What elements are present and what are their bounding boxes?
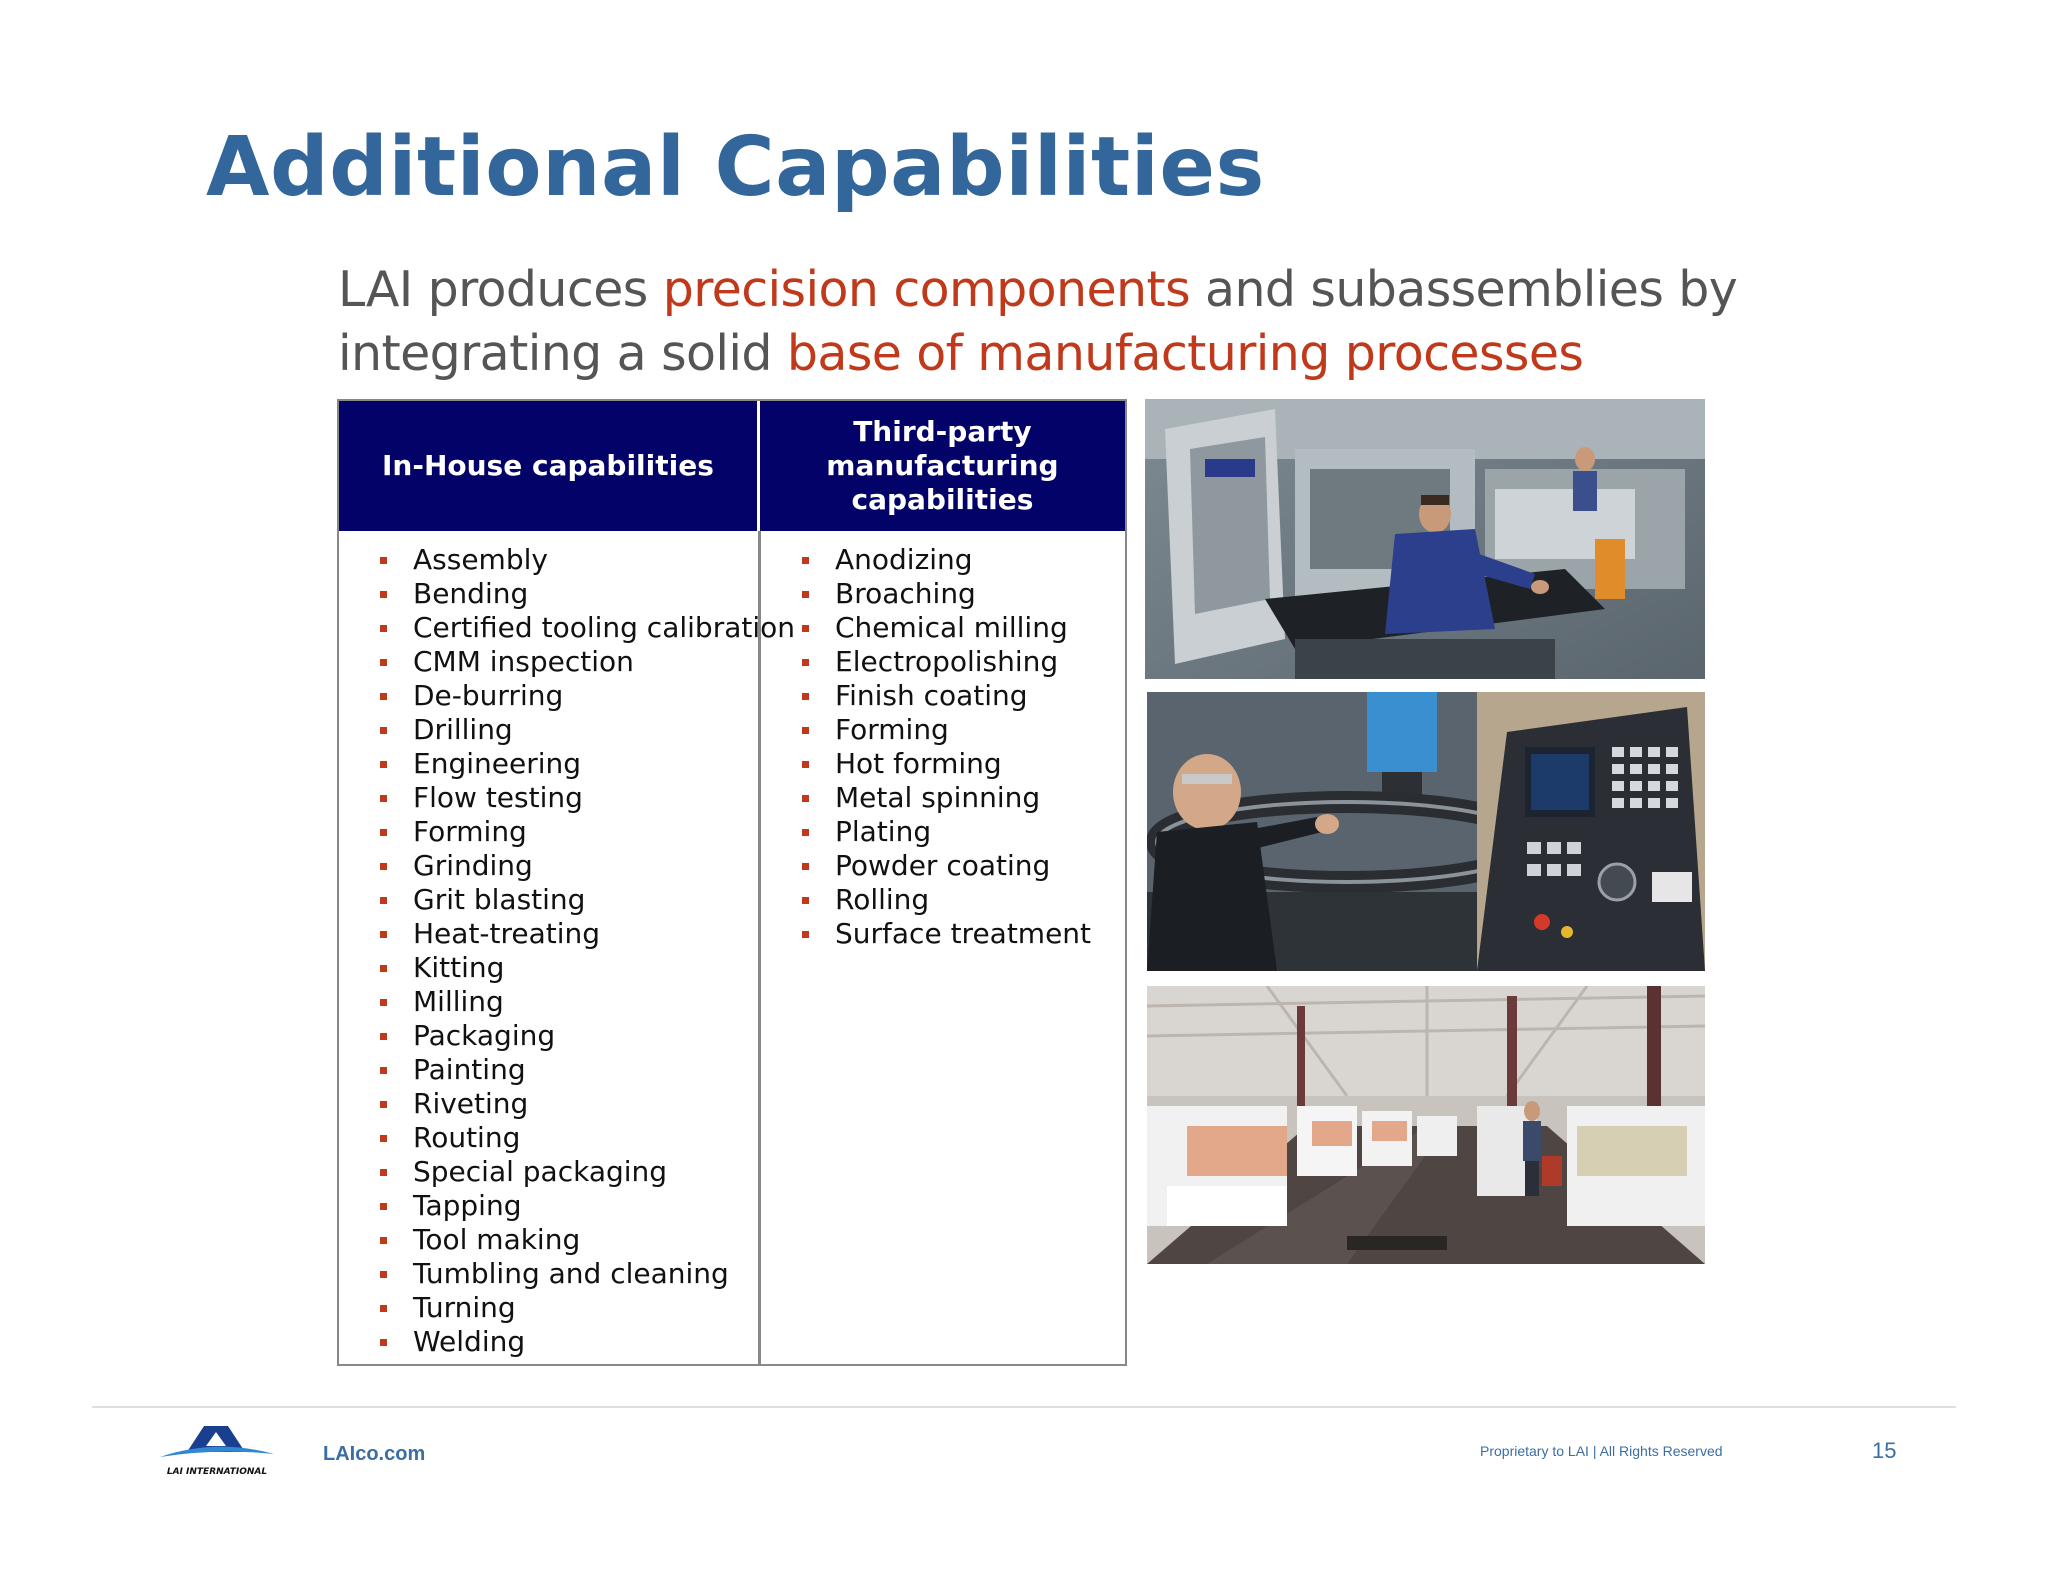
list-item: Hot forming <box>781 747 1125 781</box>
lai-logo <box>156 1424 278 1480</box>
photo-machinist-cnc <box>1145 399 1705 679</box>
footer-proprietary: Proprietary to LAI | All Rights Reserved <box>1480 1443 1723 1459</box>
list-item: Chemical milling <box>781 611 1125 645</box>
in-house-list <box>359 543 795 1359</box>
list-item: Routing <box>359 1121 758 1155</box>
list-item: Milling <box>359 985 758 1019</box>
third-party-column <box>761 531 1125 1366</box>
page-number: 15 <box>1872 1438 1897 1463</box>
list-item: Assembly <box>359 543 758 577</box>
list-item: Packaging <box>359 1019 758 1053</box>
list-item: Rolling <box>781 883 1125 917</box>
subtitle-highlight-processes: base of manufacturing processes <box>786 325 1584 382</box>
list-item: CMM inspection <box>359 645 758 679</box>
list-item: Certified tooling calibration <box>359 611 758 645</box>
list-item: Tapping <box>359 1189 758 1223</box>
list-item: Bending <box>359 577 758 611</box>
list-item: Anodizing <box>781 543 1125 577</box>
logo-text: LAI INTERNATIONAL <box>166 1467 268 1477</box>
table-body <box>339 531 1125 1366</box>
subtitle-highlight-precision: precision components <box>662 261 1191 318</box>
list-item: Powder coating <box>781 849 1125 883</box>
photo-shop-floor <box>1147 986 1705 1264</box>
list-item: Metal spinning <box>781 781 1125 815</box>
list-item: Tool making <box>359 1223 758 1257</box>
third-party-list <box>781 543 1125 951</box>
list-item: Drilling <box>359 713 758 747</box>
in-house-column <box>339 531 795 1366</box>
list-item: Special packaging <box>359 1155 758 1189</box>
list-item: Plating <box>781 815 1125 849</box>
list-item: Grinding <box>359 849 758 883</box>
list-item: Electropolishing <box>781 645 1125 679</box>
list-item: De-burring <box>359 679 758 713</box>
subtitle-text: LAI produces <box>338 261 663 318</box>
table-header-row <box>339 401 1125 531</box>
capabilities-table <box>337 399 1127 1366</box>
photo-technician-control-panel <box>1147 692 1705 971</box>
list-item: Forming <box>359 815 758 849</box>
subtitle-text: and subassemblies by <box>1190 261 1738 318</box>
list-item: Tumbling and cleaning <box>359 1257 758 1291</box>
list-item: Surface treatment <box>781 917 1125 951</box>
list-item: Grit blasting <box>359 883 758 917</box>
subtitle <box>338 258 1738 386</box>
list-item: Turning <box>359 1291 758 1325</box>
list-item: Kitting <box>359 951 758 985</box>
list-item: Engineering <box>359 747 758 781</box>
header-third-party: Third-party manufacturing capabilities <box>826 415 1059 516</box>
list-item: Finish coating <box>781 679 1125 713</box>
list-item: Forming <box>781 713 1125 747</box>
list-item: Broaching <box>781 577 1125 611</box>
page-title: Additional Capabilities <box>206 120 1265 215</box>
list-item: Painting <box>359 1053 758 1087</box>
list-item: Welding <box>359 1325 758 1359</box>
footer-site-link[interactable]: LAIco.com <box>323 1443 426 1465</box>
footer-divider <box>92 1406 1956 1408</box>
subtitle-text: integrating a solid <box>338 325 787 382</box>
list-item: Flow testing <box>359 781 758 815</box>
list-item: Heat-treating <box>359 917 758 951</box>
header-in-house: In-House capabilities <box>339 401 760 531</box>
list-item: Riveting <box>359 1087 758 1121</box>
